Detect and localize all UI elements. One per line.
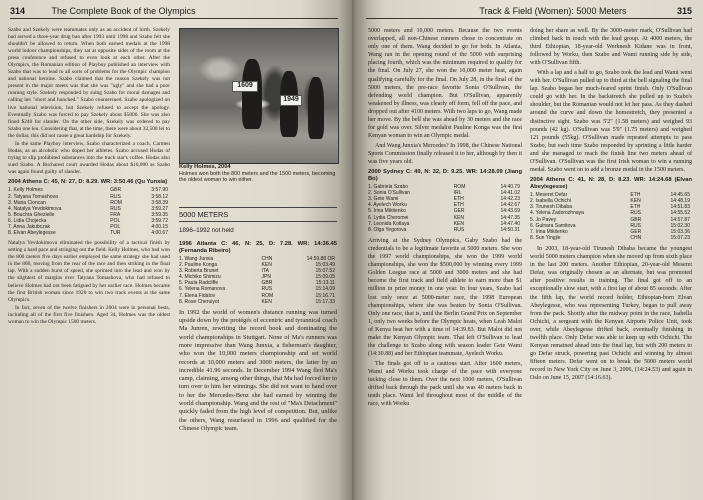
athlete-name: 5. Irina Mikitenko xyxy=(368,208,406,215)
country-code: KEN xyxy=(261,298,272,305)
athlete-name: 7. Leonida Kotlaya xyxy=(368,220,410,227)
right-running-title: Track & Field (Women): 5000 Meters xyxy=(479,6,627,16)
result-time: 14:47.35 xyxy=(500,214,520,221)
results-table-5000m-2004 xyxy=(530,192,692,241)
result-time: 14:51.83 xyxy=(670,204,690,211)
country-code: GBR xyxy=(630,216,642,223)
table-row xyxy=(179,299,337,305)
athlete-name: 6. Lydia Cheromei xyxy=(368,214,409,221)
athlete-name: 8. Sun Yingjie xyxy=(530,234,561,241)
results-table-5000m-2000 xyxy=(368,184,522,233)
photo-caption-title: Kelly Holmes, 2004 xyxy=(179,164,231,170)
country-code: POL xyxy=(110,217,121,224)
photo-kelly-holmes xyxy=(179,28,339,164)
runner-silhouette xyxy=(308,77,324,139)
country-code: KEN xyxy=(453,214,464,221)
country-code: ITA xyxy=(261,268,269,275)
athlete-name: 8. Olga Yegorova xyxy=(368,226,407,233)
right-page xyxy=(352,0,703,500)
result-time: 3:59.27 xyxy=(151,205,168,212)
paragraph: In the same Playboy interview, Szabo characterized a coach, Carmen Hodas, as an alcoholic who doped her athletes. Szabo accused Hodas of trying to slip prohibited substances into the track star's coffee. Hodas also sued Szabo. A Bucharest court awarded Hodas about $10,000 as Szabo was again found guilty of slander. xyxy=(8,141,170,176)
athlete-name: 3. Tirunesh Dibaba xyxy=(530,204,572,211)
right-column-1 xyxy=(368,27,522,497)
paragraph: Natalya Yevdokimova eliminated the possibility of a tactical finish by setting a hard pace and stringing out the field. Kelly Holmes, who had won the 800 meters five days earlier employed the same strategy she had used in the 800, moving from the rear of the race and then striking in the final lap. With a sudden burst of speed, she sprinted into the lead and won by the slightest of margins over Tatyana Tomashova, who had refused to believe Holmes had not been fatigued by her earlier race. Holmes became the first British woman since 1920 to win two track events at the same Olympics. xyxy=(8,240,170,303)
athlete-name: 3. Roberta Brunet xyxy=(179,268,219,275)
athlete-name: 2. Tatyana Tomashova xyxy=(8,193,58,200)
results-table-5000m-1996 xyxy=(179,256,337,305)
athlete-name: 4. Natalya Yevdokimova xyxy=(8,205,62,212)
athlete-name: 1. Gabriela Szabo xyxy=(368,184,409,191)
runner-silhouette xyxy=(242,59,262,129)
table-row xyxy=(368,227,522,233)
country-code: ETH xyxy=(453,202,464,209)
left-column-1 xyxy=(8,27,170,497)
country-code: KEN xyxy=(261,262,272,269)
result-time: 3:59.35 xyxy=(151,211,168,218)
results-table-title: 1996 Atlanta C: 46, N: 25, D: 7.28. WR: 14:36.45 (Fernanda Ribeiro) xyxy=(179,241,337,254)
country-code: GER xyxy=(630,228,642,235)
country-code: RUS xyxy=(110,205,121,212)
athlete-name: 4. Yelena Zadorozhnaya xyxy=(530,210,584,217)
right-column-2 xyxy=(530,27,692,497)
athlete-name: 4. Ayelech Worku xyxy=(368,202,407,209)
result-time: 14:50.31 xyxy=(500,226,520,233)
race-bib: 1609 xyxy=(232,81,258,92)
country-code: POL xyxy=(110,224,121,231)
table-row xyxy=(8,230,170,236)
result-time: 14:55.52 xyxy=(670,210,690,217)
country-code: CHN xyxy=(630,234,642,241)
country-code: IRL xyxy=(453,190,462,197)
result-time: 15:07.52 xyxy=(315,268,335,275)
athlete-name: 2. Pauline Konga xyxy=(179,262,218,269)
athlete-name: 1. Kelly Holmes xyxy=(8,187,43,194)
country-code: ETH xyxy=(630,192,641,199)
result-time: 14:57.87 xyxy=(670,216,690,223)
result-time: 14:59.88 OR xyxy=(306,256,335,262)
country-code: ETH xyxy=(453,196,464,203)
country-code: RUS xyxy=(630,222,641,229)
results-table-title: 2004 Athens C: 41, N: 28, D: 8.23. WR: 14:24.68 (Elvan Abeylegesse) xyxy=(530,177,692,191)
results-table-title: 2004 Athens C: 45, N: 27, D: 8.29. WR: 3:50.46 (Qu Yunxia) xyxy=(8,179,168,186)
athlete-name: 7. Anna Jakubczak xyxy=(8,224,50,231)
results-table-title: 2000 Sydney C: 49, N: 32, D: 9.25. WR: 14:28.09 (Jiang Bo) xyxy=(368,169,522,183)
result-time: 4:00.15 xyxy=(151,224,168,231)
paragraph: With a lap and a half to go, Szabo took the lead and Wami went with her. O'Sullivan pulled up to third at the bell signaling the final lap. Szabo began her much-feared sprint finish. Only O'Sullivan could go with her. In the backstretch she pulled up to Szabo's shoulder, but the Romanian would not let her pass. As they dashed around the curve and down the homestretch, they presented a distinctive sight. Szabo was 5'2" (1.58 meters) and weighed 93 pounds (42 kg). O'Sullivan was 5'9" (1.75 meters) and weighed 121 pounds (55kg). O'Sullivan made repeated attempts to pass Szabo, but each time Szabo responded by sprinting a little harder and she managed to reach the finish line two meters ahead of O'Sullivan. O'Sullivan was the first Irish woman to win a running medal. Szabo went on to add a bronze medal in the 1500 meters. xyxy=(530,69,692,174)
athlete-name: 3. Maria Cioncan xyxy=(8,199,46,206)
result-time: 14:42.67 xyxy=(500,202,520,209)
result-time: 14:47.40 xyxy=(500,220,520,227)
photo-caption xyxy=(179,164,337,184)
result-time: 14:48.19 xyxy=(670,198,690,205)
athlete-name: 7. Elena Fidatov xyxy=(179,292,216,299)
table-row xyxy=(530,235,692,241)
country-code: JPN xyxy=(261,274,271,281)
result-time: 15:03.49 xyxy=(315,262,335,269)
right-running-head xyxy=(366,6,692,19)
result-time: 14:43.59 xyxy=(500,208,520,215)
country-code: RUS xyxy=(261,286,273,293)
right-page-number: 315 xyxy=(676,6,692,16)
result-time: 15:17.33 xyxy=(315,298,335,305)
athlete-name: 2. Isabella Ochichi xyxy=(530,198,571,205)
athlete-name: 5. Jo Pavey xyxy=(530,216,557,223)
paragraph: Arriving at the Sydney Olympics, Gaby Szabo had the credentials to be a legitimate favorite at 5000 meters. She won the 1997 world championships, she won the 1999 world championships, she won the $500,000 by winning every 1999 Golden League race at 5000 and 3000 meters and she had become the first track and field athlete to earn more than $1 million in prize money in one year. In four years, Szabo had lost only once at 5000-meter race, the 1998 European championships, where she was beaten by Sonia O'Sullivan. Only one race, that is, until the Berlin Grand Prix on September 1, only two weeks before the Olympic heats, when Leah Malot of Kenya beat her with a time of 14:39.83. But Malot did not make the Kenyan Olympic team. That left O'Sullivan to lead the challenge to Szabo along with season leader Gete Wami (14:30.88) and her Ethiopian teammate, Ayelech Worku. xyxy=(368,237,522,358)
country-code: KEN xyxy=(453,220,464,227)
left-column-2 xyxy=(179,238,337,496)
country-code: ROM xyxy=(453,184,466,191)
paragraph: In 2003, 18-year-old Tirunesh Dibaba became the youngest world 5000 meters champion when she moved up from sixth place in the last 200 meters. Another Ethiopian, 20-year-old Meseret Defar, was originally chosen as an alternate, but was promoted after positive results in training. The final got off to an exceptionally slow start, with a first lap of about 85 seconds. After the fifth lap, the world record holder, Ethiopian-born Elvan Abeylegesse, who was representing Turkey, began to pull away from the pack. Shortly after the midway point in the race, Isabella Ochichi, a sergeant with the Kenyan Airports Police Unit, took over, while Abeylegesse drifted back, eventually finishing in twelfth place. Only Defar was able to keep up with Ochichi. The Kenyan remained ahead into the final lap, but with 200 meters to go Defar struck, powering past Ochichi and winning by almost fifteen meters. Defar went on to break the 5000 meters world record in New York City on June 3, 2006, (14:24.53) and again in Oslo on June 15, 2007 (14:16.63). xyxy=(530,245,692,382)
athlete-name: 5. Paula Radcliffe xyxy=(179,280,219,287)
athlete-name: 4. Michiko Shimizu xyxy=(179,274,221,281)
result-time: 3:58.39 xyxy=(151,199,168,206)
race-bib: 1949 xyxy=(280,95,302,106)
athlete-name: 6. Gulnara Samitova xyxy=(530,222,576,229)
country-code: GER xyxy=(453,208,465,215)
country-code: RUS xyxy=(630,210,641,217)
country-code: ETH xyxy=(630,204,641,211)
result-time: 15:09.05 xyxy=(315,274,335,281)
country-code: GBR xyxy=(110,187,122,194)
athlete-name: 1. Meseret Defar xyxy=(530,192,568,199)
paragraph: The finals got off to a cautious start. After 1600 meters, Wami and Worku took charge of the pace with everyone tucking close to them. Over the next 1000 meters, O'Sullivan drifted back through the pack until she was 40 meters back in tenth place. Wami led throughout most of the middle of the race, with Worku xyxy=(368,360,522,408)
athlete-name: 5. Bouchra Ghezielle xyxy=(8,211,55,218)
country-code: ROM xyxy=(261,292,274,299)
country-code: TUR xyxy=(110,230,121,237)
result-time: 15:07.23 xyxy=(670,234,690,241)
result-time: 15:14.09 xyxy=(315,286,335,293)
country-code: GBR xyxy=(261,280,273,287)
athlete-name: 1. Wang Junxia xyxy=(179,256,214,262)
left-running-head xyxy=(10,6,338,19)
paragraph: In 1992 the world of women's distance running was turned upside down by the protégés of eccentric and tyrannical coach Ma Junren, rewriting the record book and dominating the world championships in Stuttgart. None of Ma's runners was more impressive than Wang Junxia, a fisherman's daughter, who won the 10,000 meters championship and set world records at 10,000 meters and 3000 meters, the latter by an incredible 41.96 seconds. In December 1994 Wang fled Ma's camp, claiming, among other things, that Ma had forced her to turn over to him her winnings. She did not want to hand over to her the Mercedes-Benz she had earned by winning the world championship. Wang and the rest of "Ma's Detachment" quickly faded from the high level of competition. But, unlike the others, Wang resurfaced in 1996 and qualified for the Chinese Olympic team. xyxy=(179,308,337,432)
athlete-name: 2. Sonia O'Sullivan xyxy=(368,190,411,197)
paragraph: doing her share as well. By the 3000-meter mark, O'Sullivan had climbed back in touch with the lead group. At 4000 meters, the third Ethiopian, 18-year-old Werknesh Kidane was in front, followed by Worku, then Szabo and Wami running side by side, with O'Sullivan fifth. xyxy=(530,28,692,67)
result-time: 15:02.30 xyxy=(670,222,690,229)
section-subtitle: 1896–1992 not held xyxy=(179,227,234,234)
result-time: 3:58.12 xyxy=(151,193,168,200)
athlete-name: 3. Gete Wami xyxy=(368,196,399,203)
result-time: 3:57.90 xyxy=(151,187,168,194)
left-running-title: The Complete Book of the Olympics xyxy=(51,6,196,16)
country-code: KEN xyxy=(630,198,641,205)
result-time: 3:59.72 xyxy=(151,217,168,224)
result-time: 15:13.11 xyxy=(315,280,335,287)
result-time: 14:41.02 xyxy=(500,190,520,197)
country-code: ROM xyxy=(110,199,122,206)
athlete-name: 6. Lidia Chojecka xyxy=(8,217,47,224)
athlete-name: 8. Rose Cheruiyot xyxy=(179,298,220,305)
country-code: RUS xyxy=(453,226,465,233)
country-code: RUS xyxy=(110,193,121,200)
photo-caption-text: Holmes won both the 800 meters and the 1500 meters, becoming the oldest woman to win either. xyxy=(179,170,336,184)
country-code: FRA xyxy=(110,211,121,218)
paragraph: 5000 meters and 10,000 meters. Because the two events overlapped, all non-Chinese runners chose to concentrate on only one of them. Wang decided to go for both. In Atlanta, Wang ran in the opening round of the 5000 with surprising placing fourth, which was the minimum required to qualify for the final. On July 27, she won the 10,000 meter heat, again qualifying carefully for the final. On July 28, in the final of the 5000 meters, the pre-race favorite Sonia O'Sullivan, the defending world champion. But O'Sullivan, apparently weakened by illness, was clearly off form, fell off the pace, and dropped out after 4100 meters. With two laps to go, Wang made her move. By the bell she was ahead by 30 meters and the race for gold was over. Silver medalist Pauline Konga was the first Kenyan woman to win an Olympic medal. xyxy=(368,28,522,140)
paragraph: Szabo and Szekely were teammates only as an accident of birth. Szekely had served a three-year drug ban after 1993 until 1998 and Szabo felt she shouldn't be allowed to return. When both earned medals at the 1998 world indoor championships, they sat at opposite sides of the room at the press conference and refused to even look at each other. After the Olympics, the Romanian edition of Playboy published an interview with Szabo that was to lead to all sorts of problems for the Olympic champion and national heroine. Szabo claimed that the reason Szekely was not present in the major meets was that she was "ugly" and she had a poor running style. Szekely responded by suing Szabo for moral damages and calling her "short and hunched." Szabo countersued. Szabo apologized on live national television, but Szekely refused to accept the apology. Eventually Szabo was forced to pay Szekely about $5000. She was also fined $240 for slander. On the other side, Szekely was ordered to pay Szabo one leu. Considering that, at the time, there were about 32,500 lei to the dollar, this did not cause a great hardship for Szekely. xyxy=(8,27,170,139)
paragraph: And Wang Junxia's Mercedes? In 1998, the Chinese National Sports Commission finally released it to her, although by then it was five years old. xyxy=(368,142,522,165)
paragraph: In fact, seven of the twelve finishers in 2004 were in personal bests, including all of the first five finishers. Aged 34, Holmes was the oldest woman to win the Olympic 1500 meters. xyxy=(8,305,170,326)
result-time: 4:00.67 xyxy=(151,230,168,237)
athlete-name: 6. Yelena Romanova xyxy=(179,286,226,293)
athlete-name: 8. Elvan Abeylegesse xyxy=(8,230,56,237)
result-time: 14:42.23 xyxy=(500,196,520,203)
section-title: 5000 METERS xyxy=(179,207,337,222)
left-page-number: 314 xyxy=(10,6,26,16)
result-time: 15:16.71 xyxy=(315,292,335,299)
country-code: CHN xyxy=(261,256,273,262)
result-time: 15:03.36 xyxy=(670,228,690,235)
result-time: 14:40.79 xyxy=(500,184,520,191)
result-time: 14:45.65 xyxy=(670,192,690,199)
results-table-1500m-2004 xyxy=(8,187,170,236)
athlete-name: 7. Irina Mikitenko xyxy=(530,228,568,235)
